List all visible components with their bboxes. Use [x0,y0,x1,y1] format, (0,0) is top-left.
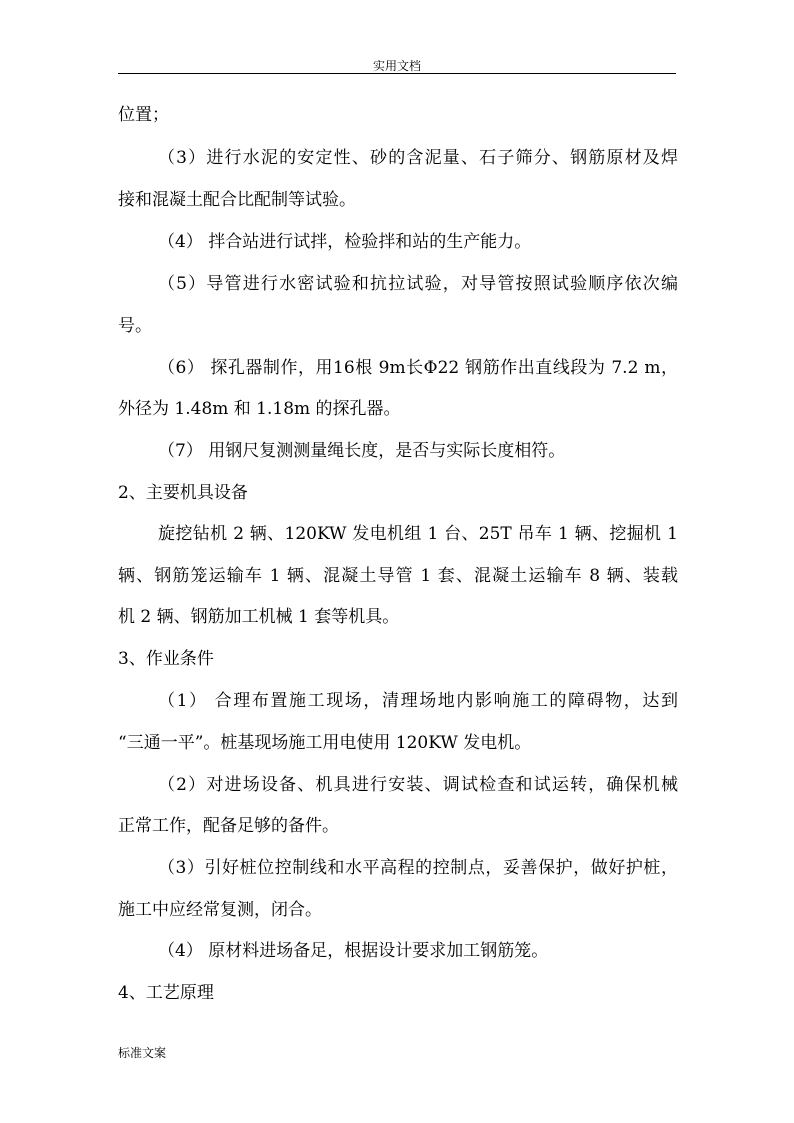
section-heading: 2、主要机具设备 [118,483,248,503]
body-line: （3）进行水泥的安定性、砂的含泥量、石子筛分、钢筋原材及焊 [158,148,678,168]
body-line: （6） 探孔器制作，用16根 9m长Φ22 钢筋作出直线段为 7.2 m， [158,358,678,378]
body-line: 接和混凝土配合比配制等试验。 [118,190,356,210]
body-line: 位置； [118,105,169,125]
body-line: （3）引好桩位控制线和水平高程的控制点，妥善保护，做好护桩， [158,858,678,878]
body-line: 外径为 1.48m 和 1.18m 的探孔器。 [118,399,401,419]
body-line: （1） 合理布置施工现场，清理场地内影响施工的障碍物，达到 [158,691,678,711]
body-line: 施工中应经常复测，闭合。 [118,900,322,920]
body-line: （4） 拌合站进行试拌，检验拌和站的生产能力。 [158,232,532,252]
body-line: （2）对进场设备、机具进行安装、调试检查和试运转，确保机械 [158,775,678,795]
body-line: 正常工作，配备足够的备件。 [118,816,339,836]
header-text: 实用文档 [372,59,421,73]
body-line: 辆、钢筋笼运输车 1 辆、混凝土导管 1 套、混凝土运输车 8 辆、装载 [118,566,678,586]
body-line: （4） 原材料进场备足，根据设计要求加工钢筋笼。 [158,941,549,961]
section-heading: 4、工艺原理 [118,983,214,1003]
body-line: 旋挖钻机 2 辆、120KW 发电机组 1 台、25T 吊车 1 辆、挖掘机 1 [158,524,678,544]
body-line: 号。 [118,316,152,336]
body-line: 机 2 辆、钢筋加工机械 1 套等机具。 [118,607,400,627]
page-footer: 标准文案 [118,1046,167,1060]
body-line: （5）导管进行水密试验和抗拉试验，对导管按照试验顺序依次编 [158,274,678,294]
header-divider [118,73,676,74]
body-line: “三通一平”。桩基现场施工用电使用 120KW 发电机。 [118,733,532,753]
body-line: （7） 用钢尺复测测量绳长度，是否与实际长度相符。 [158,441,566,461]
section-heading: 3、作业条件 [118,649,214,669]
